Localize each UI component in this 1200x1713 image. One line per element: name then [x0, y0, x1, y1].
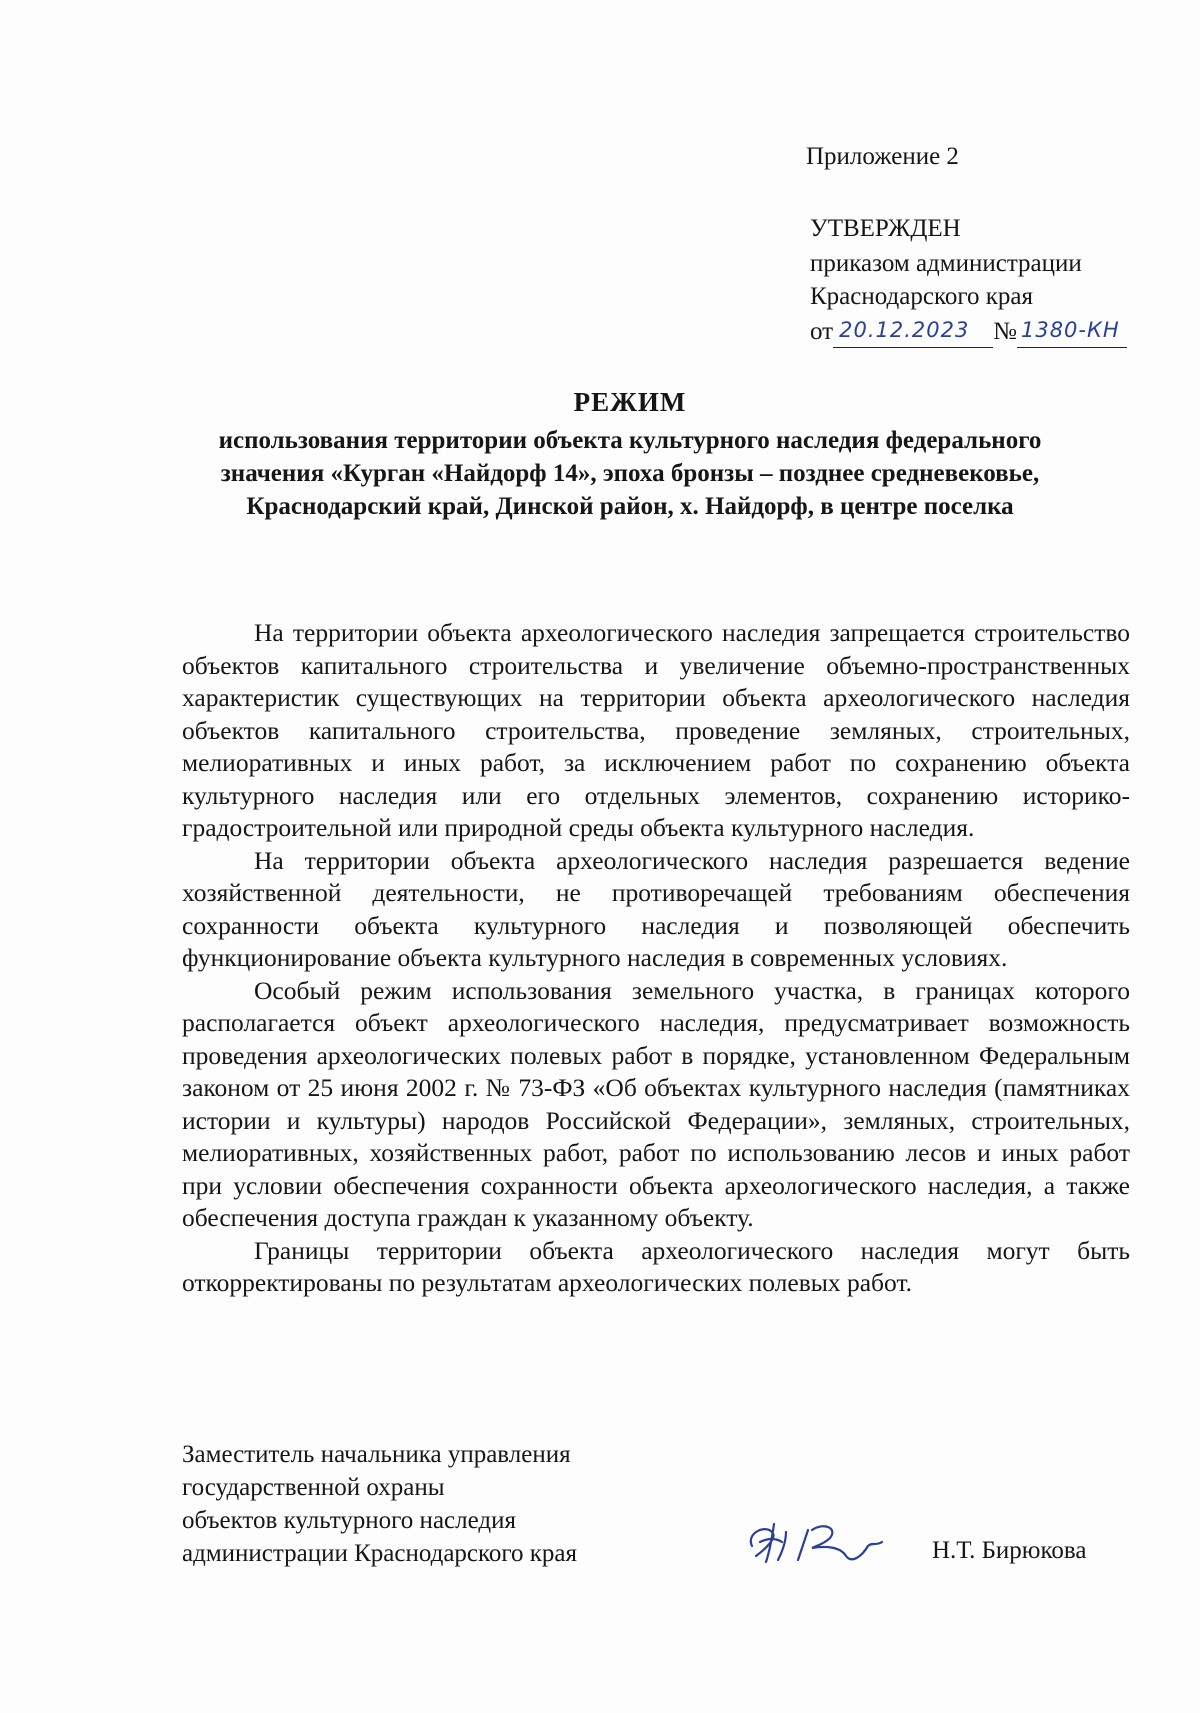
- date-prefix: от: [810, 318, 834, 345]
- subtitle-line-1: использования территории объекта культурного наследия федерального: [218, 427, 1042, 454]
- signatory-position: [182, 1438, 682, 1570]
- title-main: РЕЖИМ: [573, 387, 687, 417]
- handwritten-signature: [742, 1516, 892, 1568]
- signer-name: Н.Т. Бирюкова: [932, 1537, 1087, 1564]
- document-title: [150, 384, 1110, 523]
- document-body: [182, 617, 1130, 1300]
- number-handwritten: 1380-КН: [1020, 318, 1120, 342]
- paragraph-prohibitions: На территории объекта археологического наследия запрещается строительство объектов капитального строительства и увеличение объемно-пространственных характеристик существующих на территории объекта археологического наследия объектов капитального строительства, проведение земляных, строительных, мелиоративных и иных работ, за исключением работ по сохранению объекта культурного наследия или его отдельных элементов, сохранению историко-градостроительной или природной среды объекта культурного наследия.: [182, 618, 1130, 842]
- number-field: [1017, 319, 1127, 348]
- date-field: [833, 319, 993, 348]
- subtitle-line-3: Краснодарский край, Динской район, х. Найдорф, в центре поселка: [246, 493, 1014, 520]
- appendix-label: Приложение 2: [806, 143, 959, 170]
- approved-label: УТВЕРЖДЕН: [810, 215, 961, 242]
- position-line-1: Заместитель начальника управления: [182, 1441, 571, 1468]
- paragraph-boundaries: Границы территории объекта археологического наследия могут быть откорректированы по результатам археологических полевых работ.: [182, 1235, 1130, 1297]
- number-prefix: №: [993, 318, 1017, 345]
- date-handwritten: 20.12.2023: [839, 318, 970, 342]
- position-line-4: администрации Краснодарского края: [182, 1540, 578, 1567]
- approval-line-region: Краснодарского края: [810, 283, 1033, 310]
- approval-date-number: [810, 315, 1127, 348]
- title-subtitle: [150, 424, 1110, 523]
- position-line-3: объектов культурного наследия: [182, 1507, 516, 1534]
- approval-line-order: приказом администрации: [810, 250, 1082, 277]
- subtitle-line-2: значения «Курган «Найдорф 14», эпоха бронзы – позднее средневековье,: [220, 460, 1040, 487]
- paragraph-permissions: На территории объекта археологического наследия разрешается ведение хозяйственной деятельности, не противоречащей требованиям обеспечения сохранности объекта культурного наследия и позволяющей обеспечить функционирование объекта культурного наследия в современных условиях.: [182, 845, 1130, 972]
- paragraph-special-regime: Особый режим использования земельного участка, в границах которого располагается объект археологического наследия, предусматривает возможность проведения археологических полевых работ в порядке, установленном Федеральным законом от 25 июня 2002 г. № 73-ФЗ «Об объектах культурного наследия (памятниках истории и культуры) народов Российской Федерации», земляных, строительных, мелиоративных, хозяйственных работ, работ по использованию лесов и иных работ при условии обеспечения сохранности объекта археологического наследия, а также обеспечения доступа граждан к указанному объекту.: [182, 975, 1130, 1232]
- position-line-2: государственной охраны: [182, 1474, 445, 1501]
